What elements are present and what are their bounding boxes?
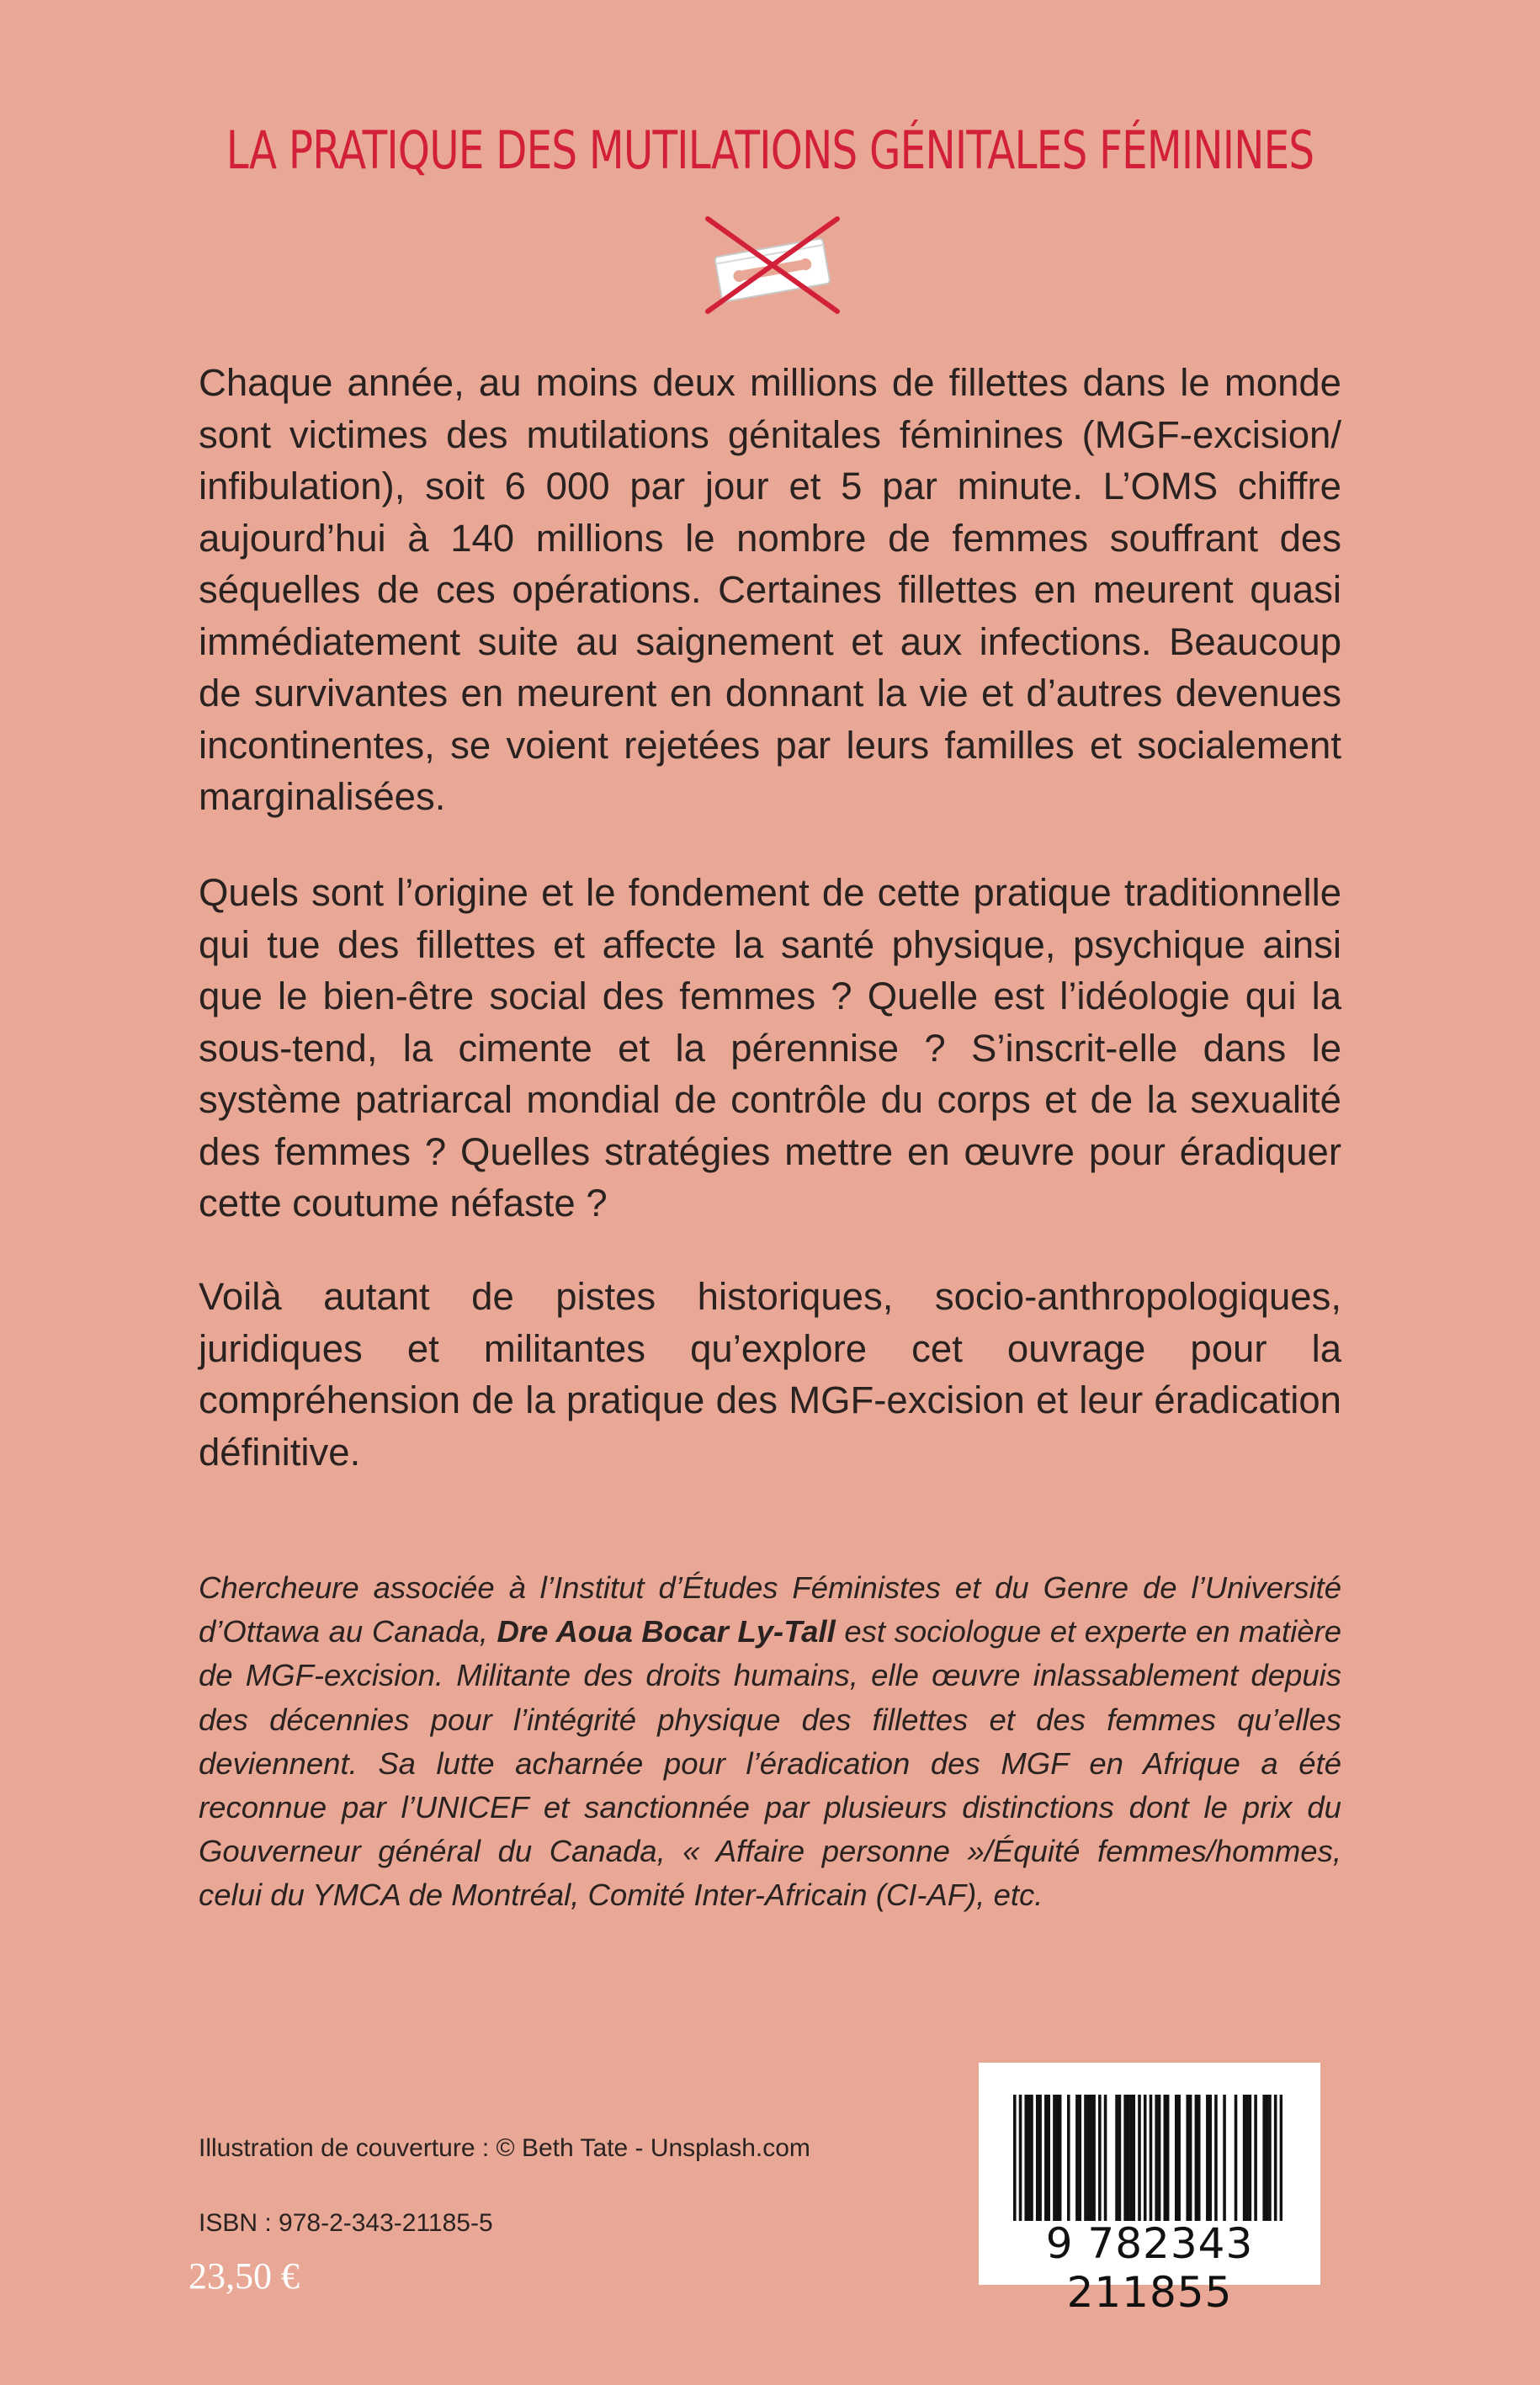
barcode-bar bbox=[1075, 2095, 1079, 2221]
barcode-bar bbox=[1164, 2095, 1167, 2221]
paragraph-questions: Quels sont l’origine et le fondement de cette pratique traditionnelle qui tue des fillettes et affecte la santé physique, psychique ainsi que le bien-être social des femmes ? Quelle est l’idéologie qui la sous-tend, la cimente et la pérennise ? S’inscrit-elle dans le système patriarcal mondial de contrôle du corps et de la sexualité des femmes ? Quelles stratégies mettre en œuvre pour éradiquer cette coutume néfaste ? bbox=[199, 871, 1341, 1224]
barcode-bar bbox=[1144, 2095, 1147, 2221]
barcode-bar bbox=[1044, 2095, 1048, 2221]
barcode-bar bbox=[1013, 2095, 1017, 2221]
barcode-bar bbox=[1158, 2095, 1161, 2221]
author-bio-details: est sociologue et experte en matière de MGF-excision. Militante des droits humains, elle œuvre inlassablement depuis des décennies pour l’intégrité physique des fillettes et des femmes qu’elles deviennent. Sa lutte acharnée pour l’éradication des MGF en Afrique a été reconnue par l’UNICEF et sanctionnée par plusieurs distinctions dont le prix du Gouverneur général du Canada, « Affaire personne »/Équité femmes/hommes, celui du YMCA de Montréal, Comité Inter-Africain (CI-AF), etc. bbox=[199, 1614, 1341, 1913]
barcode-bar bbox=[1223, 2095, 1226, 2221]
barcode-bar bbox=[1280, 2095, 1282, 2221]
isbn: ISBN : 978-2-343-21185-5 bbox=[199, 2209, 493, 2237]
barcode-bar bbox=[1028, 2095, 1031, 2221]
author-bio-intro: Chercheure associée à l’Institut d’Études Féministes et du Genre de l’Université d’Ottawa au Canada, bbox=[199, 1570, 1341, 1649]
paragraph-intro: Chaque année, au moins deux millions de fillettes dans le monde sont victimes des mutilations génitales féminines (MGF-excision/ infibulation), soit 6 000 par jour et 5 par minute. L’OMS chiffre aujourd’hui à 140 millions le nombre de femmes souffrant des séquelles de ces opérations. Certaines fillettes en meurent quasi immédiatement suite au saignement et aux infections. Beaucoup de survivantes en meurent en donnant la vie et d’autres devenues incontinentes, se voient rejetées par leurs familles et socialement marginalisées. bbox=[199, 361, 1341, 818]
paragraph-summary: Voilà autant de pistes historiques, socio-anthropologiques, juridiques et militantes qu’explore cet ouvrage pour la compréhension de la pratique des MGF-excision et leur éradication définitive. bbox=[199, 1275, 1341, 1474]
barcode-bar bbox=[1166, 2095, 1170, 2221]
barcode-bar bbox=[1024, 2095, 1028, 2221]
barcode-bar bbox=[1206, 2095, 1209, 2221]
cover-credit: Illustration de couverture : © Beth Tate - Unsplash.com bbox=[199, 2134, 810, 2162]
barcode-bar bbox=[1078, 2095, 1081, 2221]
barcode-bar bbox=[1150, 2095, 1153, 2221]
barcode-bar bbox=[1177, 2095, 1181, 2221]
barcode-bar bbox=[1115, 2095, 1118, 2221]
barcode-bar bbox=[1249, 2095, 1252, 2221]
barcode-bar bbox=[1084, 2095, 1087, 2221]
barcode-bar bbox=[1038, 2095, 1042, 2221]
barcode-bar bbox=[1019, 2095, 1022, 2221]
barcode-bar bbox=[1098, 2095, 1102, 2221]
barcode-bar bbox=[1104, 2095, 1107, 2221]
barcode-bar bbox=[1175, 2095, 1178, 2221]
book-title: LA PRATIQUE DES MUTILATIONS GÉNITALES FÉMININES bbox=[226, 120, 1314, 181]
barcode-bar bbox=[1208, 2095, 1212, 2221]
barcode-bar bbox=[1059, 2095, 1062, 2221]
price: 23,50 € bbox=[189, 2255, 300, 2297]
barcode-bar bbox=[1118, 2095, 1122, 2221]
barcode-bar bbox=[1092, 2095, 1096, 2221]
barcode bbox=[979, 2063, 1320, 2317]
barcode-bar bbox=[1030, 2095, 1033, 2221]
barcode-bar bbox=[1129, 2095, 1133, 2221]
barcode-bar bbox=[1067, 2095, 1070, 2221]
barcode-bar bbox=[1274, 2095, 1277, 2221]
barcode-bar bbox=[1056, 2095, 1059, 2221]
barcode-bar bbox=[1053, 2095, 1056, 2221]
barcode-bar bbox=[1127, 2095, 1130, 2221]
barcode-bar bbox=[1189, 2095, 1192, 2221]
barcode-bar bbox=[1155, 2095, 1158, 2221]
barcode-bar bbox=[1036, 2095, 1039, 2221]
barcode-bar bbox=[1047, 2095, 1050, 2221]
barcode-bar bbox=[1243, 2095, 1246, 2221]
barcode-bar bbox=[1123, 2095, 1127, 2221]
barcode-bar bbox=[1266, 2095, 1269, 2221]
barcode-bars bbox=[1013, 2095, 1282, 2221]
barcode-bar bbox=[1090, 2095, 1093, 2221]
barcode-bar bbox=[1214, 2095, 1218, 2221]
barcode-bar bbox=[1262, 2095, 1266, 2221]
barcode-bar bbox=[1268, 2095, 1272, 2221]
barcode-bar bbox=[1138, 2095, 1141, 2221]
crossed-out-razor-blade-icon bbox=[701, 212, 844, 318]
barcode-bar bbox=[1132, 2095, 1135, 2221]
barcode-bar bbox=[1254, 2095, 1257, 2221]
author-bio bbox=[199, 1566, 1341, 1918]
barcode-digits: 9 782343 211855 bbox=[1045, 2219, 1254, 2317]
author-name: Dre Aoua Bocar Ly-Tall bbox=[497, 1614, 836, 1649]
barcode-bar bbox=[1186, 2095, 1189, 2221]
barcode-bar bbox=[1195, 2095, 1198, 2221]
barcode-bar bbox=[1235, 2095, 1238, 2221]
barcode-bar bbox=[1087, 2095, 1091, 2221]
barcode-bar bbox=[1245, 2095, 1249, 2221]
barcode-bar bbox=[1197, 2095, 1201, 2221]
